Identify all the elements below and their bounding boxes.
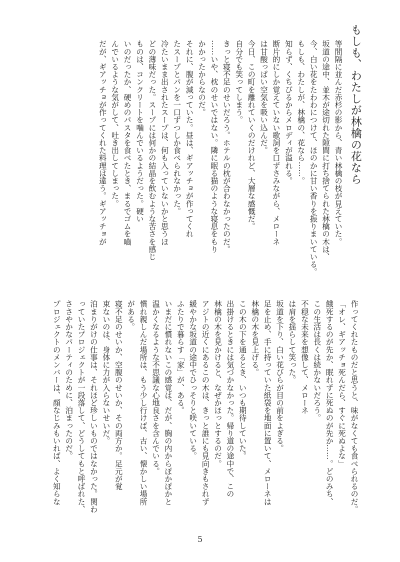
text-line: 餓死するのが先か、眠れずに死ぬのが先か……。どのみち、: [325, 300, 335, 506]
text-line: ささやかなパーティのために、泊まったのだ。: [64, 300, 74, 460]
text-line: ……いや、枕のせいではない。隣に眠る猫のような寝息をもり: [209, 40, 219, 253]
text-line: 足を止め、手に持っていた紙袋を地面に置いて、メローネは: [263, 300, 273, 506]
text-line: 林檎の木を見かけると、なぜかほっとするのだ。: [213, 300, 223, 468]
text-line: プロジェクトのメンバーは、顔なじみもいれば、よく知らな: [52, 300, 62, 506]
text-line: 冷たいまま出されたスープは、何も入っていないかと思うほ: [160, 40, 170, 246]
text-line: 自分でも笑ってしまう。: [234, 40, 244, 124]
text-line: 作ってくれたものだと思うと、味がなくても食べられるのだ。: [350, 300, 359, 513]
text-line: 今日、この町を離れていくのだけれど、大層な感慨だ。: [247, 40, 257, 230]
text-line: は甘酸っぱい空気を吸い込んだ。: [259, 40, 269, 154]
text-line: 坂道の途中、並木が途切れた隙間に打ち捨てられた林檎の木は、: [321, 40, 331, 261]
text-line: んでいるような気がして、吐き出してしまった。: [110, 40, 120, 208]
text-line: ふたりで暮らす「家」が、ある。: [176, 300, 186, 414]
text-line: 断片的にしか覚えていない歌詞を口ずさみながら、メローネ: [271, 40, 281, 246]
text-line: それに、腹が減っていた。昼は、ギアッチョが作ってくれ: [185, 40, 195, 238]
text-line: この木の下を通るとき、いつも期待していた。: [238, 300, 248, 460]
text-line: がある。: [126, 300, 136, 331]
text-line: 泊まりがけの仕事は、それほど珍しいものではなかった。関わ: [89, 300, 99, 513]
text-line: もしも、わたしが、林檎の、花なら……。: [296, 40, 306, 185]
text-line: アジトの近くにあるこの木は、きっと誰にも見向きもされず: [201, 300, 211, 506]
text-line: どの薄味だった。スープには何かの結晶を飲むような苦さを感じ: [147, 40, 157, 261]
text-line: 緩やかな坂道の途中でひっそりと咲いている。: [188, 300, 198, 460]
text-line: 等間隔に並んだ赤杉の影から、青い林檎の枝が見えていた。: [334, 40, 343, 246]
text-line: 不穏な未来を想像して、メローネ: [300, 300, 310, 414]
text-line: 今、白い花をたわわにつけて、ほのかに甘い香りを振りまいている。: [309, 40, 319, 276]
text-line: 寝不足のせいか、空腹のせいか、その両方か。足元が覚: [114, 300, 124, 490]
text-line: いのだったか、硬めのパスタを食べたとき、まるでゴムを嚙: [123, 40, 133, 246]
chapter-title: もしも、わたしが林檎の花なら: [349, 24, 363, 185]
text-line: いまだに慣れないこの感覚は、だが、胸の内からぽかぽかと: [163, 300, 173, 506]
text-line: 束ないのは、身体に力が入らないせいだ。: [101, 300, 111, 445]
text-line: 温かくなるような不思議な心地良さを含んでいる。: [151, 300, 161, 475]
text-line: 慣れ親しんだ場所は、もう少し行けば、古い、懐かしい場所: [139, 300, 149, 506]
text-line: は肩を揺らして笑った。: [287, 300, 297, 384]
text-line: きっと寝不足のせいだろう。ホテルの枕が合わなかったのだ。: [222, 40, 232, 253]
text-block-bottom: [50, 300, 360, 548]
text-line: 出掛けるときには気づかなかった。帰り道の途中で、この: [225, 300, 235, 498]
text-line: この生活は長くは続かないだろう。: [312, 300, 322, 422]
text-line: たスープとパンを一口ずつしか食べられなかった。: [172, 40, 182, 215]
text-line: だが、ギアッチョが作ってくれた料理は違う。ギアッチョが: [98, 40, 108, 246]
text-block-top: [96, 40, 344, 276]
text-line: 林檎の木を見上げる。: [250, 300, 260, 376]
page-number: 5: [197, 535, 203, 544]
text-line: ものは、コンクリートを噛んでいるようだった。硬い: [135, 40, 145, 223]
text-line: 坂道を下り、白い花びらが目の前をよぎる。: [275, 300, 285, 452]
text-line: かかったからなのだ。: [197, 40, 207, 116]
text-line: っていたプロジェクトが一段落して、どうしてもと呼ばれた、: [77, 300, 87, 513]
text-line: 知らず、くちびるからメロディが溢れる。: [284, 40, 294, 185]
text-line: 「オレ、ギアッチョ死んだら、すぐに死ぬよな」: [337, 300, 347, 468]
